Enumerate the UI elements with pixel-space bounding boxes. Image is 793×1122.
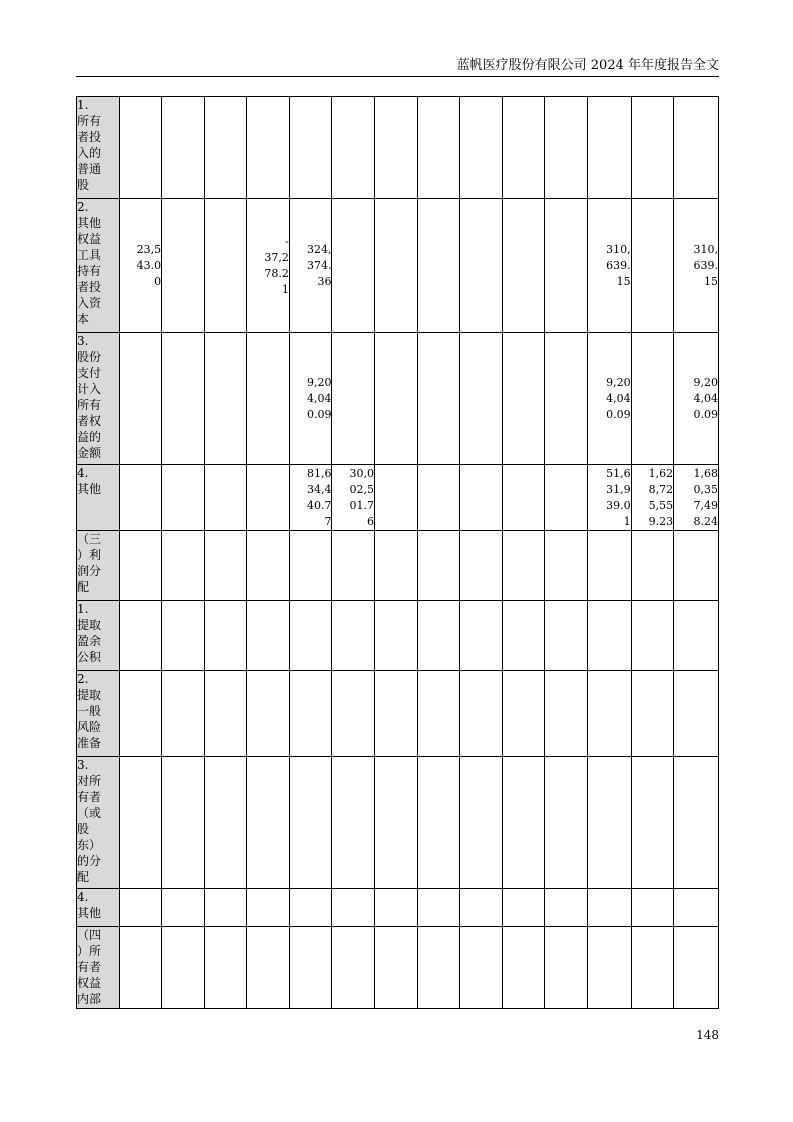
table-cell <box>375 531 418 601</box>
table-cell <box>162 97 205 199</box>
table-cell <box>375 601 418 671</box>
table-cell <box>204 199 247 333</box>
table-cell <box>204 97 247 199</box>
table-cell <box>674 889 719 927</box>
table-cell <box>587 97 631 199</box>
table-cell <box>502 757 545 889</box>
table-cell <box>332 927 375 1009</box>
table-cell <box>417 889 460 927</box>
table-cell <box>587 199 631 333</box>
table-cell <box>674 927 719 1009</box>
table-cell <box>674 465 719 531</box>
table-cell <box>460 97 503 199</box>
table-cell <box>417 199 460 333</box>
table-cell <box>162 199 205 333</box>
table-cell <box>502 601 545 671</box>
table-cell <box>460 757 503 889</box>
report-header <box>76 56 719 77</box>
cell-value: 310, 639. 15 <box>693 242 718 288</box>
row-label: 3. 对所 有者 （或 股 东） 的分 配 <box>77 757 120 889</box>
cell-value: 9,20 4,04 0.09 <box>693 375 718 421</box>
row-label: 4. 其他 <box>77 889 120 927</box>
table-cell <box>289 927 332 1009</box>
table-cell <box>332 601 375 671</box>
table-cell <box>375 333 418 465</box>
table-cell <box>247 757 290 889</box>
cell-value: 310, 639. 15 <box>606 242 631 288</box>
table-cell <box>417 531 460 601</box>
table-row <box>77 671 719 757</box>
table-cell <box>204 333 247 465</box>
table-cell <box>631 199 674 333</box>
table-cell <box>289 531 332 601</box>
table-cell <box>247 199 290 333</box>
table-cell <box>332 757 375 889</box>
table-cell <box>119 889 162 927</box>
row-label: 4. 其他 <box>77 465 120 531</box>
table-row <box>77 601 719 671</box>
table-cell <box>162 601 205 671</box>
table-cell <box>162 531 205 601</box>
table-cell <box>247 927 290 1009</box>
table-cell <box>502 333 545 465</box>
table-cell <box>545 465 588 531</box>
cell-value: 30,0 02,5 01.7 6 <box>349 466 375 528</box>
row-label: 3. 股份 支付 计入 所有 者权 益的 金额 <box>77 333 120 465</box>
table-row <box>77 199 719 333</box>
cell-value: 81,6 34,4 40.7 7 <box>306 466 332 528</box>
row-label: （三 ）利 润分 配 <box>77 531 120 601</box>
table-cell <box>417 927 460 1009</box>
cell-value: 9,20 4,04 0.09 <box>606 375 631 421</box>
cell-value: 324, 374. 36 <box>306 242 332 288</box>
table-cell <box>587 757 631 889</box>
table-cell <box>674 757 719 889</box>
table-cell <box>587 531 631 601</box>
table-cell <box>545 97 588 199</box>
table-cell <box>375 757 418 889</box>
table-cell <box>545 601 588 671</box>
table-cell <box>332 465 375 531</box>
table-cell <box>162 889 205 927</box>
table-cell <box>674 671 719 757</box>
table-cell <box>289 465 332 531</box>
table-cell <box>162 465 205 531</box>
equity-changes-table <box>76 96 719 1009</box>
table-cell <box>502 671 545 757</box>
table-cell <box>375 199 418 333</box>
table-cell <box>332 531 375 601</box>
table-cell <box>119 465 162 531</box>
table-row <box>77 927 719 1009</box>
table-cell <box>631 333 674 465</box>
table-cell <box>587 465 631 531</box>
table-cell <box>545 199 588 333</box>
table-cell <box>375 465 418 531</box>
table-cell <box>332 97 375 199</box>
table-cell <box>289 601 332 671</box>
table-cell <box>545 531 588 601</box>
table-cell <box>460 889 503 927</box>
table-cell <box>119 671 162 757</box>
cell-value: 23,5 43.0 0 <box>136 242 162 288</box>
table-cell <box>417 671 460 757</box>
table-cell <box>247 97 290 199</box>
table-cell <box>332 333 375 465</box>
table-cell <box>162 671 205 757</box>
table-cell <box>289 889 332 927</box>
table-cell <box>162 333 205 465</box>
table-cell <box>460 465 503 531</box>
table-cell <box>502 199 545 333</box>
table-cell <box>545 889 588 927</box>
table-cell <box>417 757 460 889</box>
table-cell <box>375 889 418 927</box>
table-cell <box>119 531 162 601</box>
page-number: 148 <box>696 1028 719 1042</box>
table-cell <box>375 671 418 757</box>
cell-value: 1,68 0,35 7,49 8.24 <box>693 466 718 528</box>
table-cell <box>204 927 247 1009</box>
table-cell <box>247 465 290 531</box>
table-cell <box>247 671 290 757</box>
table-cell <box>587 601 631 671</box>
table-cell <box>119 199 162 333</box>
table-cell <box>460 601 503 671</box>
table-cell <box>587 927 631 1009</box>
table-cell <box>247 601 290 671</box>
table-cell <box>289 757 332 889</box>
table-cell <box>631 465 674 531</box>
table-cell <box>502 531 545 601</box>
table-cell <box>674 199 719 333</box>
row-label: 1. 所有 者投 入的 普通 股 <box>77 97 120 199</box>
cell-value: 9,20 4,04 0.09 <box>306 375 332 421</box>
row-label: （四 ）所 有者 权益 内部 <box>77 927 120 1009</box>
table-cell <box>289 97 332 199</box>
cell-value: 51,6 31,9 39.0 1 <box>606 466 631 528</box>
table-cell <box>119 97 162 199</box>
table-cell <box>545 927 588 1009</box>
table-cell <box>204 889 247 927</box>
table-cell <box>545 757 588 889</box>
table-cell <box>631 889 674 927</box>
table-cell <box>674 531 719 601</box>
table-cell <box>204 757 247 889</box>
table-cell <box>204 531 247 601</box>
table-cell <box>502 927 545 1009</box>
table-cell <box>247 531 290 601</box>
table-row <box>77 889 719 927</box>
table-cell <box>460 927 503 1009</box>
table-cell <box>289 671 332 757</box>
table-row <box>77 531 719 601</box>
table-cell <box>502 465 545 531</box>
table-cell <box>332 199 375 333</box>
table-row <box>77 97 719 199</box>
table-cell <box>204 671 247 757</box>
table-cell <box>332 889 375 927</box>
table-cell <box>631 927 674 1009</box>
table-row <box>77 757 719 889</box>
table-cell <box>204 465 247 531</box>
table-row <box>77 465 719 531</box>
table-cell <box>247 333 290 465</box>
table-cell <box>162 757 205 889</box>
table-cell <box>631 601 674 671</box>
table-cell <box>460 531 503 601</box>
table-cell <box>587 889 631 927</box>
table-cell <box>674 601 719 671</box>
table-cell <box>417 601 460 671</box>
row-label: 2. 其他 权益 工具 持有 者投 入资 本 <box>77 199 120 333</box>
cell-value: - 37,2 78.2 1 <box>264 234 289 296</box>
table-cell <box>502 97 545 199</box>
table-cell <box>417 465 460 531</box>
cell-value: 1,62 8,72 5,55 9.23 <box>648 466 674 528</box>
table-cell <box>502 889 545 927</box>
table-cell <box>204 601 247 671</box>
table-cell <box>375 927 418 1009</box>
table-cell <box>587 333 631 465</box>
table-cell <box>631 531 674 601</box>
table-cell <box>631 97 674 199</box>
table-cell <box>247 889 290 927</box>
row-label: 2. 提取 一般 风险 准备 <box>77 671 120 757</box>
table-cell <box>631 671 674 757</box>
table-cell <box>631 757 674 889</box>
table-cell <box>119 927 162 1009</box>
row-label: 1. 提取 盈余 公积 <box>77 601 120 671</box>
table-row <box>77 333 719 465</box>
table-cell <box>545 333 588 465</box>
table-cell <box>460 671 503 757</box>
table-cell <box>375 97 418 199</box>
table-cell <box>332 671 375 757</box>
table-cell <box>417 333 460 465</box>
table-cell <box>460 199 503 333</box>
table-cell <box>545 671 588 757</box>
table-cell <box>460 333 503 465</box>
table-cell <box>674 97 719 199</box>
table-cell <box>119 333 162 465</box>
table-cell <box>119 757 162 889</box>
table-cell <box>162 927 205 1009</box>
table-cell <box>289 333 332 465</box>
table-cell <box>119 601 162 671</box>
table-cell <box>289 199 332 333</box>
table-cell <box>674 333 719 465</box>
table-cell <box>587 671 631 757</box>
table-cell <box>417 97 460 199</box>
report-title: 蓝帆医疗股份有限公司 2024 年年度报告全文 <box>456 58 719 73</box>
